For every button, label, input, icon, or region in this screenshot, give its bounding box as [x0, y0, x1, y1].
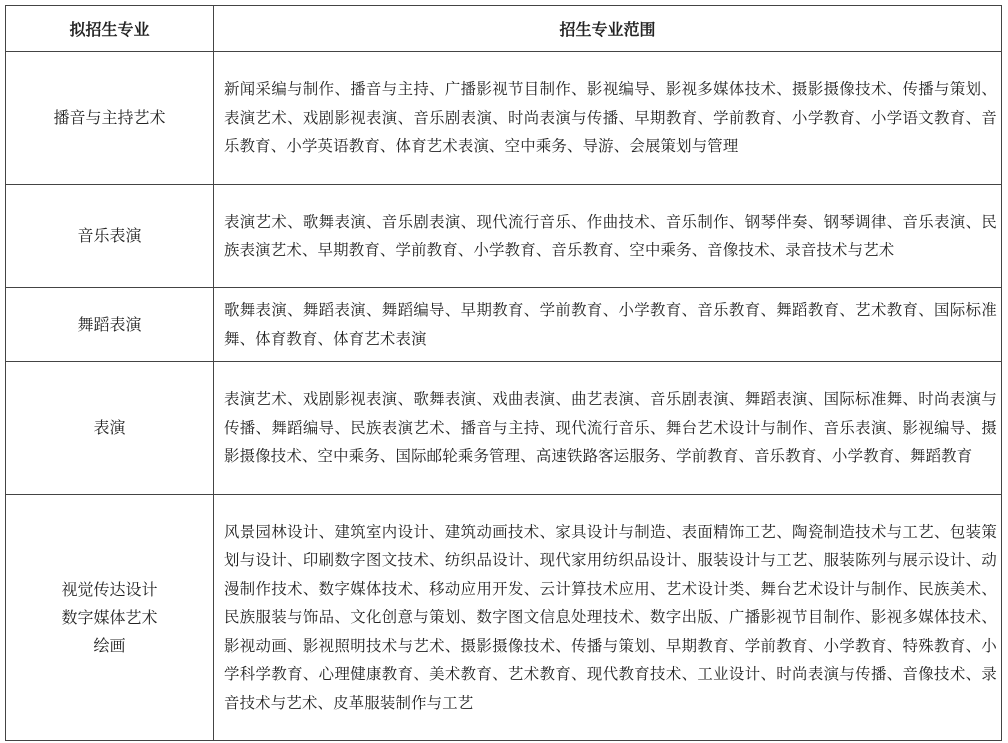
table-header-row [6, 6, 1002, 52]
scope-cell: 新闻采编与制作、播音与主持、广播影视节目制作、影视编导、影视多媒体技术、摄影摄像技术、传播与策划、表演艺术、戏剧影视表演、音乐剧表演、时尚表演与传播、早期教育、学前教育、小学教育、小学语文教育、音乐教育、小学英语教育、体育艺术表演、空中乘务、导游、会展策划与管理 [214, 52, 1002, 185]
table-row [6, 495, 1002, 741]
major-cell: 播音与主持艺术 [6, 52, 214, 185]
header-major: 拟招生专业 [6, 6, 214, 52]
major-cell: 音乐表演 [6, 185, 214, 288]
table-row [6, 362, 1002, 495]
scope-cell: 风景园林设计、建筑室内设计、建筑动画技术、家具设计与制造、表面精饰工艺、陶瓷制造技术与工艺、包装策划与设计、印刷数字图文技术、纺织品设计、现代家用纺织品设计、服装设计与工艺、服装陈列与展示设计、动漫制作技术、数字媒体技术、移动应用开发、云计算技术应用、艺术设计类、舞台艺术设计与制作、民族美术、民族服装与饰品、文化创意与策划、数字图文信息处理技术、数字出版、广播影视节目制作、影视多媒体技术、影视动画、影视照明技术与艺术、摄影摄像技术、传播与策划、早期教育、学前教育、小学教育、特殊教育、小学科学教育、心理健康教育、美术教育、艺术教育、现代教育技术、工业设计、时尚表演与传播、音像技术、录音技术与艺术、皮革服装制作与工艺 [214, 495, 1002, 741]
admissions-table [5, 5, 1002, 741]
major-cell: 视觉传达设计 数字媒体艺术 绘画 [6, 495, 214, 741]
scope-cell: 歌舞表演、舞蹈表演、舞蹈编导、早期教育、学前教育、小学教育、音乐教育、舞蹈教育、艺术教育、国际标准舞、体育教育、体育艺术表演 [214, 288, 1002, 362]
header-scope: 招生专业范围 [214, 6, 1002, 52]
table-row [6, 52, 1002, 185]
table-row [6, 185, 1002, 288]
scope-cell: 表演艺术、戏剧影视表演、歌舞表演、戏曲表演、曲艺表演、音乐剧表演、舞蹈表演、国际标准舞、时尚表演与传播、舞蹈编导、民族表演艺术、播音与主持、现代流行音乐、舞台艺术设计与制作、音乐表演、影视编导、摄影摄像技术、空中乘务、国际邮轮乘务管理、高速铁路客运服务、学前教育、音乐教育、小学教育、舞蹈教育 [214, 362, 1002, 495]
table-row [6, 288, 1002, 362]
scope-cell: 表演艺术、歌舞表演、音乐剧表演、现代流行音乐、作曲技术、音乐制作、钢琴伴奏、钢琴调律、音乐表演、民族表演艺术、早期教育、学前教育、小学教育、音乐教育、空中乘务、音像技术、录音技术与艺术 [214, 185, 1002, 288]
major-cell: 舞蹈表演 [6, 288, 214, 362]
admissions-table-container [5, 5, 1001, 741]
major-cell: 表演 [6, 362, 214, 495]
